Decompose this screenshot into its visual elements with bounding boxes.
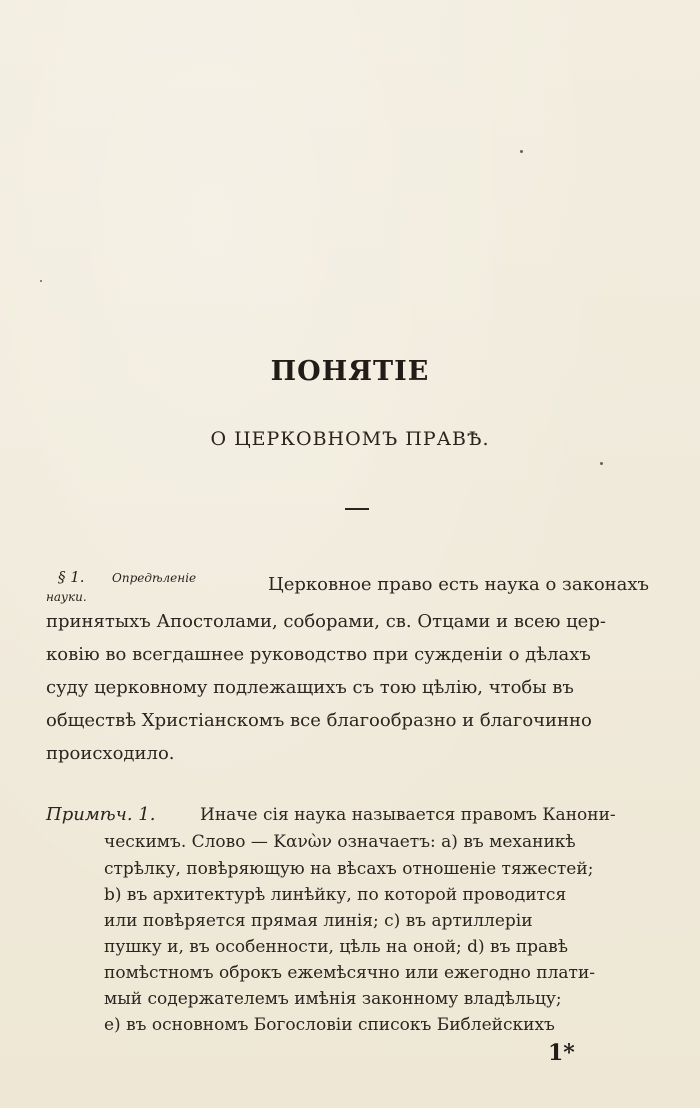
note-line: b) въ архитектурѣ линѣйку, по которой проводится [104, 885, 567, 905]
page-number: 1* [548, 1040, 575, 1066]
note-line: ческимъ. Слово — Κανὼν означаетъ: a) въ механикѣ [104, 832, 576, 852]
margin-note-line2: науки. [46, 590, 87, 604]
paper-speck [40, 280, 42, 282]
paragraph-line: принятыхъ Апостолами, соборами, св. Отцами и всею цер- [46, 611, 606, 632]
paper-speck [520, 150, 523, 153]
paragraph-line: происходило. [46, 743, 175, 764]
paper-speck [600, 462, 603, 465]
divider-dash [345, 508, 369, 510]
note-label: Примѣч. 1. [46, 804, 156, 825]
section-mark: § 1. [58, 568, 85, 586]
note-line: помѣстномъ оброкъ ежемѣсячно или ежегодно плати- [104, 963, 596, 983]
note-line: пушку и, въ особенности, цѣль на оной; d) въ правѣ [104, 937, 568, 957]
paragraph-line: обществѣ Христіанскомъ все благообразно и благочинно [46, 710, 592, 731]
paragraph-line: суду церковному подлежащихъ съ тою цѣлію, чтобы въ [46, 677, 574, 698]
margin-note-line1: Опредѣленіе [112, 571, 197, 585]
note-line: мый содержателемъ имѣнія законному владѣльцу; [104, 989, 562, 1009]
note-line: Иначе сія наука называется правомъ Канони- [200, 805, 616, 825]
paragraph-line: Церковное право есть наука о законахъ [268, 574, 650, 595]
note-line: стрѣлку, повѣряющую на вѣсахъ отношеніе тяжестей; [104, 859, 594, 879]
page-title: ПОНЯТІЕ [270, 356, 430, 387]
page-subtitle: О ЦЕРКОВНОМЪ ПРАВѢ. [210, 428, 490, 450]
note-line: e) въ основномъ Богословіи списокъ Библейскихъ [104, 1015, 555, 1035]
note-line: или повѣряется прямая линія; c) въ артиллеріи [104, 911, 533, 931]
paragraph-line: ковію во всегдашнее руководство при сужденіи о дѣлахъ [46, 644, 591, 665]
